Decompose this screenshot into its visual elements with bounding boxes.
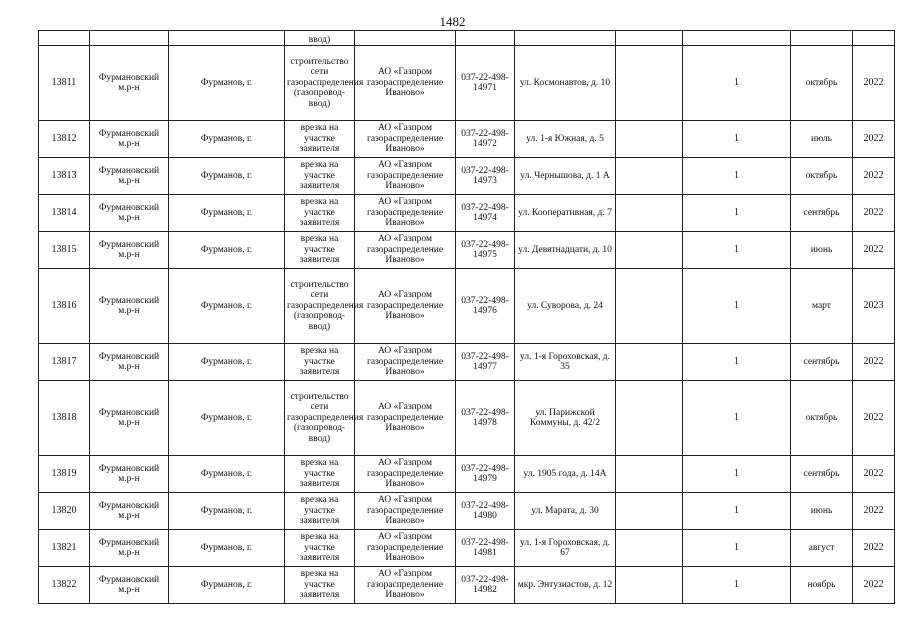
cell-district: Фурмановский м.р-н xyxy=(90,493,169,530)
cell-empty xyxy=(616,232,683,269)
cell-month: октябрь xyxy=(791,158,853,195)
cell-code xyxy=(456,31,515,46)
cell-address: ул. Космонавтов, д. 10 xyxy=(515,46,616,121)
cell-year: 2022 xyxy=(853,530,895,567)
cell-month: июнь xyxy=(791,232,853,269)
cell-month: ноябрь xyxy=(791,567,853,604)
cell-org: АО «Газпром газораспределение Иваново» xyxy=(355,344,456,381)
cell-address: ул. 1-я Гороховская, д. 35 xyxy=(515,344,616,381)
cell-month: август xyxy=(791,530,853,567)
cell-month: сентябрь xyxy=(791,195,853,232)
table-row xyxy=(39,493,895,530)
cell-empty xyxy=(616,381,683,456)
cell-code: 037-22-498-14980 xyxy=(456,493,515,530)
cell-district: Фурмановский м.р-н xyxy=(90,567,169,604)
cell-year: 2022 xyxy=(853,195,895,232)
cell-empty xyxy=(616,158,683,195)
cell-work: врезка на участке заявителя xyxy=(285,195,355,232)
table-row xyxy=(39,121,895,158)
cell-address: ул. Кооперативная, д. 7 xyxy=(515,195,616,232)
cell-qty: 1 xyxy=(683,158,791,195)
cell-org: АО «Газпром газораспределение Иваново» xyxy=(355,493,456,530)
cell-qty: 1 xyxy=(683,567,791,604)
cell-qty: 1 xyxy=(683,344,791,381)
cell-num: 13811 xyxy=(39,46,90,121)
cell-code: 037-22-498-14976 xyxy=(456,269,515,344)
cell-district: Фурмановский м.р-н xyxy=(90,46,169,121)
cell-num: 13822 xyxy=(39,567,90,604)
cell-org: АО «Газпром газораспределение Иваново» xyxy=(355,530,456,567)
cell-month: октябрь xyxy=(791,46,853,121)
cell-work: врезка на участке заявителя xyxy=(285,493,355,530)
table-row xyxy=(39,232,895,269)
cell-address: ул. Марата, д. 30 xyxy=(515,493,616,530)
cell-address: ул. 1-я Гороховская, д. 67 xyxy=(515,530,616,567)
cell-city: Фурманов, г. xyxy=(169,530,285,567)
table-row xyxy=(39,195,895,232)
cell-district: Фурмановский м.р-н xyxy=(90,195,169,232)
cell-address: ул. Чернышова, д. 1 А xyxy=(515,158,616,195)
cell-num: 13814 xyxy=(39,195,90,232)
cell-year xyxy=(853,31,895,46)
cell-org: АО «Газпром газораспределение Иваново» xyxy=(355,46,456,121)
cell-city: Фурманов, г. xyxy=(169,456,285,493)
cell-qty xyxy=(683,31,791,46)
cell-address: ул. 1905 года, д. 14А xyxy=(515,456,616,493)
table-row xyxy=(39,344,895,381)
cell-qty: 1 xyxy=(683,493,791,530)
cell-city: Фурманов, г. xyxy=(169,195,285,232)
cell-city xyxy=(169,31,285,46)
page-number: 1482 xyxy=(439,14,466,29)
cell-district: Фурмановский м.р-н xyxy=(90,232,169,269)
cell-num xyxy=(39,31,90,46)
cell-code: 037-22-498-14975 xyxy=(456,232,515,269)
cell-year: 2023 xyxy=(853,269,895,344)
cell-district: Фурмановский м.р-н xyxy=(90,121,169,158)
cell-empty xyxy=(616,567,683,604)
cell-month: июль xyxy=(791,121,853,158)
cell-district: Фурмановский м.р-н xyxy=(90,158,169,195)
cell-address: ул. Девятнадцати, д. 10 xyxy=(515,232,616,269)
cell-year: 2022 xyxy=(853,567,895,604)
cell-month xyxy=(791,31,853,46)
cell-empty xyxy=(616,344,683,381)
cell-org: АО «Газпром газораспределение Иваново» xyxy=(355,269,456,344)
cell-work: строительство сети газораспределения (газопровод-ввод) xyxy=(285,269,355,344)
table-row xyxy=(39,381,895,456)
cell-district: Фурмановский м.р-н xyxy=(90,456,169,493)
cell-year: 2022 xyxy=(853,381,895,456)
table-row xyxy=(39,158,895,195)
cell-work: строительство сети газораспределения (газопровод-ввод) xyxy=(285,46,355,121)
cell-work: врезка на участке заявителя xyxy=(285,456,355,493)
cell-work: строительство сети газораспределения (газопровод-ввод) xyxy=(285,381,355,456)
cell-year: 2022 xyxy=(853,344,895,381)
cell-year: 2022 xyxy=(853,46,895,121)
cell-city: Фурманов, г. xyxy=(169,232,285,269)
cell-qty: 1 xyxy=(683,232,791,269)
table-row xyxy=(39,567,895,604)
cell-empty xyxy=(616,530,683,567)
cell-qty: 1 xyxy=(683,530,791,567)
cell-work: врезка на участке заявителя xyxy=(285,158,355,195)
cell-year: 2022 xyxy=(853,158,895,195)
cell-address: ул. Парижской Коммуны, д. 42/2 xyxy=(515,381,616,456)
cell-code: 037-22-498-14971 xyxy=(456,46,515,121)
cell-qty: 1 xyxy=(683,456,791,493)
cell-num: 13812 xyxy=(39,121,90,158)
table-row xyxy=(39,269,895,344)
cell-year: 2022 xyxy=(853,121,895,158)
cell-year: 2022 xyxy=(853,232,895,269)
cell-code: 037-22-498-14981 xyxy=(456,530,515,567)
cell-work: ввод) xyxy=(285,31,355,46)
cell-org: АО «Газпром газораспределение Иваново» xyxy=(355,121,456,158)
cell-address xyxy=(515,31,616,46)
cell-city: Фурманов, г. xyxy=(169,493,285,530)
cell-num: 13820 xyxy=(39,493,90,530)
cell-work: врезка на участке заявителя xyxy=(285,344,355,381)
cell-org xyxy=(355,31,456,46)
cell-code: 037-22-498-14979 xyxy=(456,456,515,493)
cell-empty xyxy=(616,269,683,344)
cell-city: Фурманов, г. xyxy=(169,344,285,381)
cell-city: Фурманов, г. xyxy=(169,121,285,158)
cell-num: 13816 xyxy=(39,269,90,344)
cell-empty xyxy=(616,46,683,121)
cell-district: Фурмановский м.р-н xyxy=(90,530,169,567)
cell-org: АО «Газпром газораспределение Иваново» xyxy=(355,232,456,269)
cell-num: 13813 xyxy=(39,158,90,195)
cell-code: 037-22-498-14974 xyxy=(456,195,515,232)
cell-district: Фурмановский м.р-н xyxy=(90,381,169,456)
registry-table xyxy=(38,30,895,604)
cell-org: АО «Газпром газораспределение Иваново» xyxy=(355,456,456,493)
cell-empty xyxy=(616,493,683,530)
cell-code: 037-22-498-14978 xyxy=(456,381,515,456)
cell-district xyxy=(90,31,169,46)
cell-city: Фурманов, г. xyxy=(169,567,285,604)
cell-num: 13821 xyxy=(39,530,90,567)
cell-empty xyxy=(616,121,683,158)
cell-city: Фурманов, г. xyxy=(169,158,285,195)
cell-month: июнь xyxy=(791,493,853,530)
cell-num: 13817 xyxy=(39,344,90,381)
cell-work: врезка на участке заявителя xyxy=(285,121,355,158)
table-row xyxy=(39,456,895,493)
cell-city: Фурманов, г. xyxy=(169,269,285,344)
cell-address: ул. Суворова, д. 24 xyxy=(515,269,616,344)
cell-city: Фурманов, г. xyxy=(169,381,285,456)
cell-month: сентябрь xyxy=(791,456,853,493)
cell-work: врезка на участке заявителя xyxy=(285,567,355,604)
cell-month: октябрь xyxy=(791,381,853,456)
cell-empty xyxy=(616,31,683,46)
cell-address: ул. 1-я Южная, д. 5 xyxy=(515,121,616,158)
cell-code: 037-22-498-14977 xyxy=(456,344,515,381)
cell-empty xyxy=(616,456,683,493)
cell-org: АО «Газпром газораспределение Иваново» xyxy=(355,158,456,195)
cell-year: 2022 xyxy=(853,493,895,530)
cell-org: АО «Газпром газораспределение Иваново» xyxy=(355,567,456,604)
cell-address: мкр. Энтузиастов, д. 12 xyxy=(515,567,616,604)
cell-district: Фурмановский м.р-н xyxy=(90,344,169,381)
cell-qty: 1 xyxy=(683,121,791,158)
cell-num: 13815 xyxy=(39,232,90,269)
cell-qty: 1 xyxy=(683,269,791,344)
cell-code: 037-22-498-14972 xyxy=(456,121,515,158)
cell-org: АО «Газпром газораспределение Иваново» xyxy=(355,195,456,232)
cell-org: АО «Газпром газораспределение Иваново» xyxy=(355,381,456,456)
cell-month: сентябрь xyxy=(791,344,853,381)
table-row xyxy=(39,46,895,121)
cell-work: врезка на участке заявителя xyxy=(285,530,355,567)
cell-code: 037-22-498-14982 xyxy=(456,567,515,604)
cell-num: 13818 xyxy=(39,381,90,456)
cell-qty: 1 xyxy=(683,381,791,456)
cell-work: врезка на участке заявителя xyxy=(285,232,355,269)
cell-year: 2022 xyxy=(853,456,895,493)
cell-qty: 1 xyxy=(683,195,791,232)
cell-city: Фурманов, г. xyxy=(169,46,285,121)
cell-empty xyxy=(616,195,683,232)
cell-month: март xyxy=(791,269,853,344)
cell-qty: 1 xyxy=(683,46,791,121)
table-row-continued xyxy=(39,31,895,46)
cell-num: 13819 xyxy=(39,456,90,493)
cell-code: 037-22-498-14973 xyxy=(456,158,515,195)
table-row xyxy=(39,530,895,567)
cell-district: Фурмановский м.р-н xyxy=(90,269,169,344)
